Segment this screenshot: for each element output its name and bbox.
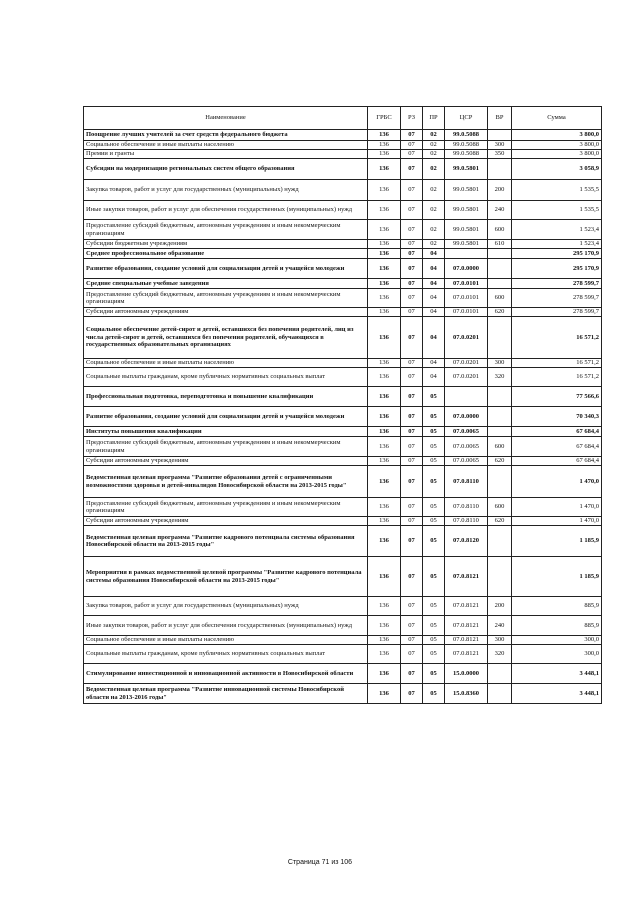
cell-pr: 05	[423, 636, 445, 645]
cell-rz: 07	[401, 279, 423, 289]
cell-name: Закупка товаров, работ и услуг для государственных (муниципальных) нужд	[84, 597, 368, 616]
cell-grbs: 136	[368, 201, 401, 220]
cell-csr: 99.0.5088	[445, 141, 488, 150]
cell-sum: 3 448,1	[512, 684, 602, 704]
cell-sum: 1 535,5	[512, 201, 602, 220]
cell-name: Ведомственная целевая программа "Развитие инновационной системы Новосибирской области на 2013-2016 годы"	[84, 684, 368, 704]
cell-vr	[488, 684, 512, 704]
cell-pr: 05	[423, 684, 445, 704]
cell-vr	[488, 466, 512, 498]
cell-csr: 99.0.5801	[445, 240, 488, 249]
cell-pr: 02	[423, 159, 445, 180]
table-row	[84, 359, 602, 368]
cell-grbs: 136	[368, 517, 401, 526]
cell-pr: 04	[423, 259, 445, 279]
table-row	[84, 201, 602, 220]
cell-sum: 1 185,9	[512, 526, 602, 557]
table-row	[84, 526, 602, 557]
cell-vr: 620	[488, 457, 512, 466]
cell-vr	[488, 317, 512, 359]
cell-pr: 02	[423, 141, 445, 150]
cell-rz: 07	[401, 557, 423, 597]
cell-vr: 320	[488, 645, 512, 664]
cell-sum: 67 684,4	[512, 427, 602, 437]
cell-csr: 07.0.8121	[445, 557, 488, 597]
cell-vr: 600	[488, 437, 512, 457]
table-row	[84, 180, 602, 201]
cell-name: Социальное обеспечение детей-сирот и детей, оставшихся без попечения родителей, лиц из числа детей-сирот и детей, оставшихся без попечения родителей, обучающихся в государственных образовательных организациях	[84, 317, 368, 359]
cell-vr	[488, 526, 512, 557]
cell-grbs: 136	[368, 159, 401, 180]
cell-pr: 05	[423, 664, 445, 684]
cell-pr: 05	[423, 517, 445, 526]
cell-csr: 07.0.0065	[445, 437, 488, 457]
table-row	[84, 684, 602, 704]
cell-sum: 16 571,2	[512, 359, 602, 368]
cell-name: Социальные выплаты гражданам, кроме публичных нормативных социальных выплат	[84, 368, 368, 387]
cell-sum: 1 523,4	[512, 220, 602, 240]
cell-vr	[488, 664, 512, 684]
cell-rz: 07	[401, 150, 423, 159]
cell-vr: 320	[488, 368, 512, 387]
cell-csr: 07.0.8121	[445, 616, 488, 636]
cell-name: Мероприятия в рамках ведомственной целевой программы "Развитие кадрового потенциала системы образования Новосибирской области на 2013-2015 годы"	[84, 557, 368, 597]
cell-vr	[488, 159, 512, 180]
cell-sum: 278 599,7	[512, 279, 602, 289]
cell-rz: 07	[401, 616, 423, 636]
cell-csr: 15.0.0000	[445, 664, 488, 684]
cell-pr: 02	[423, 220, 445, 240]
cell-rz: 07	[401, 684, 423, 704]
cell-rz: 07	[401, 259, 423, 279]
cell-name: Иные закупки товаров, работ и услуг для обеспечения государственных (муниципальных) нужд	[84, 616, 368, 636]
cell-grbs: 136	[368, 368, 401, 387]
cell-vr: 240	[488, 616, 512, 636]
cell-grbs: 136	[368, 684, 401, 704]
cell-grbs: 136	[368, 317, 401, 359]
cell-csr: 07.0.0201	[445, 359, 488, 368]
cell-sum: 300,0	[512, 636, 602, 645]
table-row	[84, 597, 602, 616]
cell-csr: 07.0.8121	[445, 597, 488, 616]
cell-sum: 67 684,4	[512, 457, 602, 466]
cell-csr: 07.0.8110	[445, 517, 488, 526]
cell-grbs: 136	[368, 387, 401, 407]
table-row	[84, 289, 602, 308]
table-row	[84, 427, 602, 437]
cell-name: Субсидии бюджетным учреждениям	[84, 240, 368, 249]
cell-rz: 07	[401, 220, 423, 240]
cell-rz: 07	[401, 130, 423, 141]
table-row	[84, 259, 602, 279]
table-row	[84, 368, 602, 387]
cell-pr: 05	[423, 498, 445, 517]
cell-sum: 3 448,1	[512, 664, 602, 684]
cell-pr: 04	[423, 359, 445, 368]
table-row	[84, 645, 602, 664]
cell-vr: 240	[488, 201, 512, 220]
cell-grbs: 136	[368, 616, 401, 636]
cell-rz: 07	[401, 437, 423, 457]
cell-rz: 07	[401, 517, 423, 526]
cell-pr: 02	[423, 240, 445, 249]
cell-csr: 07.0.0101	[445, 308, 488, 317]
table-row	[84, 159, 602, 180]
cell-csr: 15.0.8360	[445, 684, 488, 704]
cell-grbs: 136	[368, 141, 401, 150]
cell-pr: 02	[423, 201, 445, 220]
cell-sum: 1 470,0	[512, 498, 602, 517]
table-row	[84, 220, 602, 240]
cell-vr	[488, 259, 512, 279]
table-row	[84, 141, 602, 150]
header-grbs: ГРБС	[368, 107, 401, 130]
cell-pr: 05	[423, 616, 445, 636]
cell-rz: 07	[401, 427, 423, 437]
cell-vr: 200	[488, 597, 512, 616]
cell-name: Предоставление субсидий бюджетным, автономным учреждениям и иным некоммерческим организациям	[84, 220, 368, 240]
cell-vr	[488, 427, 512, 437]
cell-name: Закупка товаров, работ и услуг для государственных (муниципальных) нужд	[84, 180, 368, 201]
table-row	[84, 466, 602, 498]
cell-sum: 278 599,7	[512, 308, 602, 317]
cell-pr: 05	[423, 557, 445, 597]
cell-sum: 1 535,5	[512, 180, 602, 201]
cell-sum: 3 800,0	[512, 150, 602, 159]
cell-grbs: 136	[368, 180, 401, 201]
cell-sum: 70 340,3	[512, 407, 602, 427]
cell-vr: 620	[488, 308, 512, 317]
cell-pr: 02	[423, 130, 445, 141]
cell-rz: 07	[401, 636, 423, 645]
cell-grbs: 136	[368, 457, 401, 466]
table-row	[84, 437, 602, 457]
cell-name: Субсидии автономным учреждениям	[84, 517, 368, 526]
cell-grbs: 136	[368, 636, 401, 645]
cell-csr: 07.0.0101	[445, 289, 488, 308]
cell-rz: 07	[401, 249, 423, 259]
cell-name: Предоставление субсидий бюджетным, автономным учреждениям и иным некоммерческим организациям	[84, 498, 368, 517]
cell-csr: 07.0.8120	[445, 526, 488, 557]
table-row	[84, 636, 602, 645]
cell-name: Ведомственная целевая программа "Развитие образования детей с ограниченными возможностями здоровья и детей-инвалидов Новосибирской области на 2013-2015 годы"	[84, 466, 368, 498]
cell-csr: 07.0.0201	[445, 368, 488, 387]
cell-name: Развитие образования, создание условий для социализации детей и учащейся молодежи	[84, 407, 368, 427]
cell-grbs: 136	[368, 130, 401, 141]
cell-pr: 05	[423, 437, 445, 457]
cell-sum: 300,0	[512, 645, 602, 664]
cell-sum: 1 470,0	[512, 466, 602, 498]
cell-name: Социальное обеспечение и иные выплаты населению	[84, 636, 368, 645]
cell-rz: 07	[401, 498, 423, 517]
cell-grbs: 136	[368, 240, 401, 249]
page-number: Страница 71 из 106	[287, 859, 353, 866]
cell-pr: 04	[423, 249, 445, 259]
cell-rz: 07	[401, 407, 423, 427]
cell-name: Социальные выплаты гражданам, кроме публичных нормативных социальных выплат	[84, 645, 368, 664]
table-row	[84, 498, 602, 517]
cell-pr: 04	[423, 317, 445, 359]
cell-name: Субсидии автономным учреждениям	[84, 308, 368, 317]
table-row	[84, 664, 602, 684]
cell-sum: 885,9	[512, 616, 602, 636]
cell-name: Премии и гранты	[84, 150, 368, 159]
cell-sum: 3 800,0	[512, 130, 602, 141]
cell-pr: 02	[423, 180, 445, 201]
cell-name: Стимулирование инвестиционной и инновационной активности в Новосибирской области	[84, 664, 368, 684]
cell-vr: 350	[488, 150, 512, 159]
cell-vr: 610	[488, 240, 512, 249]
cell-pr: 05	[423, 466, 445, 498]
cell-sum: 67 684,4	[512, 437, 602, 457]
table-row	[84, 279, 602, 289]
cell-csr: 99.0.5801	[445, 159, 488, 180]
table-row	[84, 240, 602, 249]
cell-csr: 07.0.0201	[445, 317, 488, 359]
cell-name: Развитие образования, создание условий для социализации детей и учащейся молодежи	[84, 259, 368, 279]
cell-name: Ведомственная целевая программа "Развитие кадрового потенциала системы образования Новосибирской области на 2013-2015 годы"	[84, 526, 368, 557]
table-body	[84, 130, 602, 704]
cell-vr: 200	[488, 180, 512, 201]
cell-rz: 07	[401, 645, 423, 664]
cell-rz: 07	[401, 159, 423, 180]
cell-grbs: 136	[368, 279, 401, 289]
cell-grbs: 136	[368, 498, 401, 517]
table-row	[84, 616, 602, 636]
cell-rz: 07	[401, 597, 423, 616]
table-row	[84, 457, 602, 466]
cell-sum: 77 566,6	[512, 387, 602, 407]
cell-grbs: 136	[368, 220, 401, 240]
table-header-row	[84, 107, 602, 130]
table-row	[84, 308, 602, 317]
cell-csr: 99.0.5801	[445, 180, 488, 201]
cell-sum: 885,9	[512, 597, 602, 616]
cell-grbs: 136	[368, 150, 401, 159]
header-rz: РЗ	[401, 107, 423, 130]
cell-pr: 05	[423, 387, 445, 407]
cell-name: Средние специальные учебные заведения	[84, 279, 368, 289]
cell-sum: 3 058,9	[512, 159, 602, 180]
table-row	[84, 150, 602, 159]
cell-grbs: 136	[368, 597, 401, 616]
cell-sum: 1 523,4	[512, 240, 602, 249]
cell-csr: 99.0.5801	[445, 220, 488, 240]
cell-csr: 07.0.0101	[445, 279, 488, 289]
cell-csr: 07.0.0000	[445, 407, 488, 427]
cell-name: Иные закупки товаров, работ и услуг для обеспечения государственных (муниципальных) нужд	[84, 201, 368, 220]
cell-vr: 600	[488, 220, 512, 240]
cell-csr: 99.0.5088	[445, 150, 488, 159]
cell-vr	[488, 407, 512, 427]
cell-sum: 1 185,9	[512, 557, 602, 597]
cell-csr: 07.0.8110	[445, 466, 488, 498]
cell-vr: 600	[488, 498, 512, 517]
budget-table	[83, 106, 602, 704]
cell-name: Предоставление субсидий бюджетным, автономным учреждениям и иным некоммерческим организациям	[84, 289, 368, 308]
cell-rz: 07	[401, 664, 423, 684]
cell-vr: 620	[488, 517, 512, 526]
cell-grbs: 136	[368, 437, 401, 457]
cell-rz: 07	[401, 317, 423, 359]
cell-name: Социальное обеспечение и иные выплаты населению	[84, 141, 368, 150]
header-csr: ЦСР	[445, 107, 488, 130]
cell-rz: 07	[401, 289, 423, 308]
cell-sum: 16 571,2	[512, 368, 602, 387]
cell-pr: 05	[423, 645, 445, 664]
table-row	[84, 517, 602, 526]
cell-pr: 05	[423, 407, 445, 427]
header-sum: Сумма	[512, 107, 602, 130]
cell-grbs: 136	[368, 259, 401, 279]
cell-rz: 07	[401, 526, 423, 557]
cell-csr	[445, 249, 488, 259]
cell-rz: 07	[401, 180, 423, 201]
header-name: Наименование	[84, 107, 368, 130]
cell-grbs: 136	[368, 664, 401, 684]
cell-csr: 07.0.8110	[445, 498, 488, 517]
cell-grbs: 136	[368, 359, 401, 368]
cell-grbs: 136	[368, 526, 401, 557]
cell-rz: 07	[401, 359, 423, 368]
header-vr: ВР	[488, 107, 512, 130]
cell-pr: 04	[423, 279, 445, 289]
cell-grbs: 136	[368, 407, 401, 427]
cell-csr: 07.0.8121	[445, 636, 488, 645]
cell-vr	[488, 249, 512, 259]
cell-vr: 300	[488, 141, 512, 150]
table-row	[84, 249, 602, 259]
cell-vr: 300	[488, 359, 512, 368]
cell-grbs: 136	[368, 557, 401, 597]
cell-csr: 07.0.0000	[445, 259, 488, 279]
cell-sum: 295 170,9	[512, 259, 602, 279]
cell-pr: 04	[423, 368, 445, 387]
table-row	[84, 317, 602, 359]
cell-name: Среднее профессиональное образование	[84, 249, 368, 259]
cell-csr: 07.0.8121	[445, 645, 488, 664]
cell-csr	[445, 387, 488, 407]
cell-rz: 07	[401, 141, 423, 150]
cell-grbs: 136	[368, 427, 401, 437]
cell-name: Субсидии автономным учреждениям	[84, 457, 368, 466]
cell-vr: 300	[488, 636, 512, 645]
cell-pr: 05	[423, 526, 445, 557]
cell-csr: 99.0.5801	[445, 201, 488, 220]
cell-rz: 07	[401, 387, 423, 407]
table-row	[84, 557, 602, 597]
cell-grbs: 136	[368, 249, 401, 259]
cell-csr: 99.0.5088	[445, 130, 488, 141]
cell-grbs: 136	[368, 645, 401, 664]
cell-rz: 07	[401, 240, 423, 249]
cell-name: Профессиональная подготовка, переподготовка и повышение квалификации	[84, 387, 368, 407]
cell-sum: 278 599,7	[512, 289, 602, 308]
cell-sum: 295 170,9	[512, 249, 602, 259]
cell-pr: 05	[423, 427, 445, 437]
table-row	[84, 387, 602, 407]
cell-name: Поощрение лучших учителей за счет средств федерального бюджета	[84, 130, 368, 141]
cell-name: Институты повышения квалификации	[84, 427, 368, 437]
cell-vr	[488, 387, 512, 407]
cell-csr: 07.0.0065	[445, 457, 488, 466]
table-row	[84, 407, 602, 427]
cell-grbs: 136	[368, 308, 401, 317]
cell-vr	[488, 557, 512, 597]
cell-name: Социальное обеспечение и иные выплаты населению	[84, 359, 368, 368]
cell-name: Субсидии на модернизацию региональных систем общего образования	[84, 159, 368, 180]
cell-sum: 1 470,0	[512, 517, 602, 526]
cell-rz: 07	[401, 457, 423, 466]
cell-pr: 05	[423, 457, 445, 466]
cell-csr: 07.0.0065	[445, 427, 488, 437]
cell-pr: 02	[423, 150, 445, 159]
table-row	[84, 130, 602, 141]
cell-pr: 04	[423, 289, 445, 308]
cell-pr: 04	[423, 308, 445, 317]
cell-vr	[488, 279, 512, 289]
cell-grbs: 136	[368, 466, 401, 498]
cell-rz: 07	[401, 308, 423, 317]
cell-pr: 05	[423, 597, 445, 616]
cell-rz: 07	[401, 466, 423, 498]
cell-name: Предоставление субсидий бюджетным, автономным учреждениям и иным некоммерческим организациям	[84, 437, 368, 457]
cell-vr	[488, 130, 512, 141]
cell-sum: 16 571,2	[512, 317, 602, 359]
cell-rz: 07	[401, 368, 423, 387]
cell-grbs: 136	[368, 289, 401, 308]
cell-rz: 07	[401, 201, 423, 220]
cell-vr: 600	[488, 289, 512, 308]
header-pr: ПР	[423, 107, 445, 130]
cell-sum: 3 800,0	[512, 141, 602, 150]
